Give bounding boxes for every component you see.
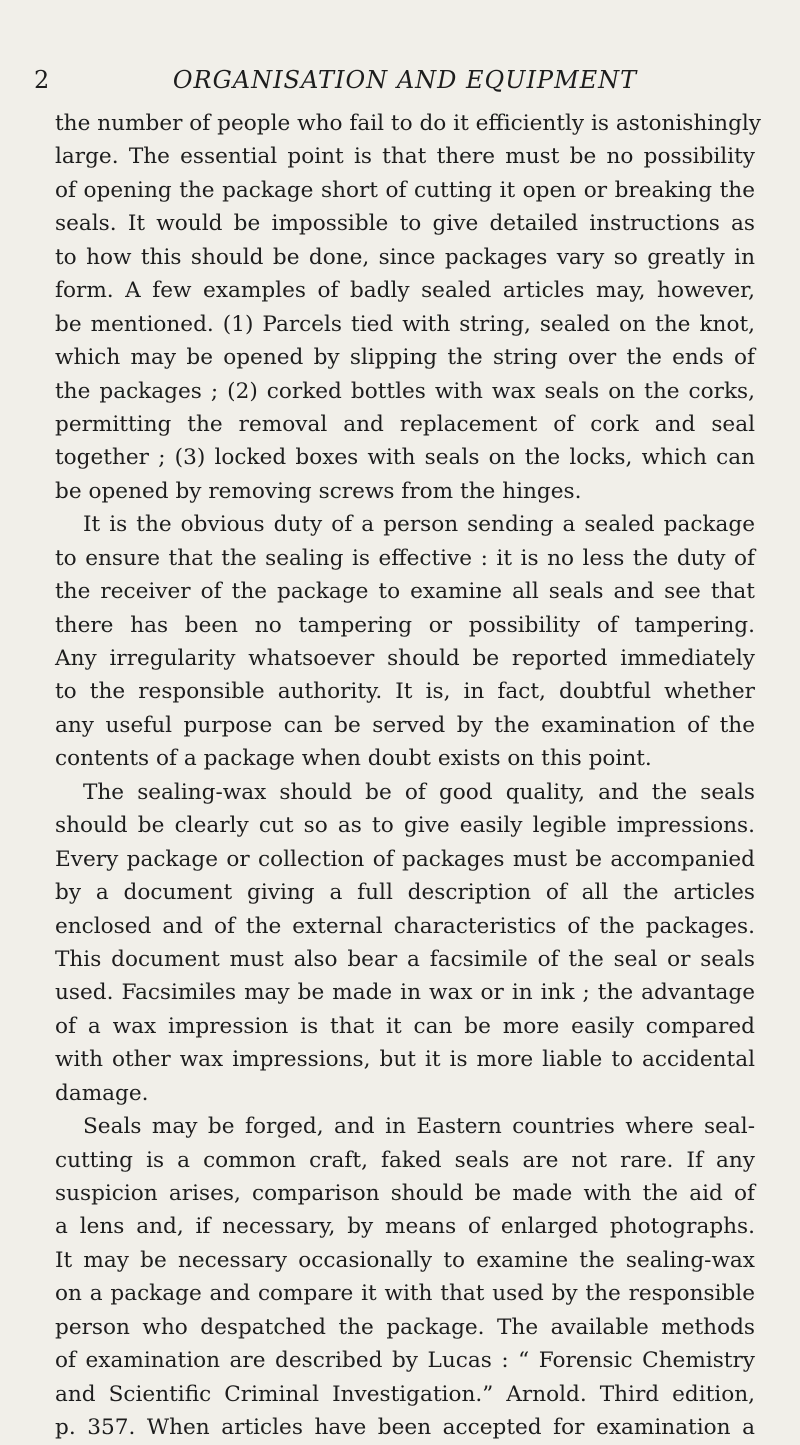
text-line: Every package or collection of packages must be accompanied bbox=[55, 846, 755, 872]
text-line: It may be necessary occasionally to examine the sealing-wax bbox=[55, 1247, 755, 1273]
text-line: suspicion arises, comparison should be made with the aid of bbox=[55, 1181, 755, 1206]
running-head: ORGANISATION AND EQUIPMENT bbox=[172, 66, 638, 94]
text-line: p. 357. When articles have been accepted for examination a bbox=[55, 1415, 755, 1441]
text-line: of opening the package short of cutting it open or breaking the bbox=[55, 177, 755, 203]
paragraph-3 bbox=[55, 776, 755, 1110]
paragraph-1 bbox=[55, 107, 762, 508]
text-line: to ensure that the sealing is effective : it is no less the duty of bbox=[55, 545, 755, 571]
paragraph-2 bbox=[55, 508, 755, 776]
page-number: 2 bbox=[34, 66, 50, 94]
text-line: there has been no tampering or possibility of tampering. bbox=[55, 612, 755, 638]
text-line: damage. bbox=[55, 1080, 149, 1106]
text-line: with other wax impressions, but it is more liable to accidental bbox=[55, 1047, 755, 1073]
text-line: together ; (3) locked boxes with seals on the locks, which can bbox=[55, 445, 755, 471]
page-header bbox=[34, 64, 734, 96]
text-line: This document must also bear a facsimile of the seal or seals bbox=[55, 946, 755, 972]
text-line: of a wax impression is that it can be more easily compared bbox=[55, 1013, 755, 1039]
text-line: form. A few examples of badly sealed articles may, however, bbox=[55, 278, 755, 304]
text-line: should be clearly cut so as to give easily legible impressions. bbox=[55, 813, 755, 839]
text-line: person who despatched the package. The available methods bbox=[55, 1314, 755, 1340]
text-line: any useful purpose can be served by the examination of the bbox=[55, 712, 755, 738]
text-line: and Scientific Criminal Investigation.” Arnold. Third edition, bbox=[55, 1381, 755, 1407]
paragraph-4 bbox=[55, 1110, 755, 1444]
text-line: seals. It would be impossible to give detailed instructions as bbox=[55, 211, 755, 237]
text-line: contents of a package when doubt exists on this point. bbox=[55, 746, 652, 772]
text-line: be opened by removing screws from the hinges. bbox=[55, 478, 582, 504]
text-line: to how this should be done, since packages vary so greatly in bbox=[55, 244, 755, 270]
text-line: used. Facsimiles may be made in wax or in ink ; the advantage bbox=[55, 980, 755, 1006]
text-line: which may be opened by slipping the string over the ends of bbox=[55, 345, 755, 371]
text-line: The sealing-wax should be of good quality, and the seals bbox=[83, 779, 755, 805]
text-line: a lens and, if necessary, by means of enlarged photographs. bbox=[55, 1214, 755, 1240]
text-line: the number of people who fail to do it efficiently is astonishingly bbox=[55, 111, 762, 136]
text-line: It is the obvious duty of a person sending a sealed package bbox=[83, 512, 755, 538]
text-line: Seals may be forged, and in Eastern countries where seal- bbox=[83, 1114, 755, 1140]
text-line: on a package and compare it with that used by the responsible bbox=[55, 1281, 755, 1307]
body-text bbox=[55, 107, 762, 1445]
text-line: the receiver of the package to examine all seals and see that bbox=[55, 579, 755, 605]
text-line: by a document giving a full description of all the articles bbox=[55, 880, 755, 906]
text-line: cutting is a common craft, faked seals are not rare. If any bbox=[55, 1147, 755, 1173]
text-line: permitting the removal and replacement of cork and seal bbox=[55, 411, 755, 437]
text-line: the packages ; (2) corked bottles with wax seals on the corks, bbox=[55, 378, 755, 404]
text-line: large. The essential point is that there must be no possibility bbox=[55, 144, 755, 170]
text-line: Any irregularity whatsoever should be reported immediately bbox=[55, 646, 755, 671]
text-line: of examination are described by Lucas : “ Forensic Chemistry bbox=[55, 1348, 755, 1374]
text-line: enclosed and of the external characteristics of the packages. bbox=[55, 913, 755, 939]
text-line: to the responsible authority. It is, in fact, doubtful whether bbox=[55, 679, 755, 705]
text-line: be mentioned. (1) Parcels tied with string, sealed on the knot, bbox=[55, 311, 755, 337]
